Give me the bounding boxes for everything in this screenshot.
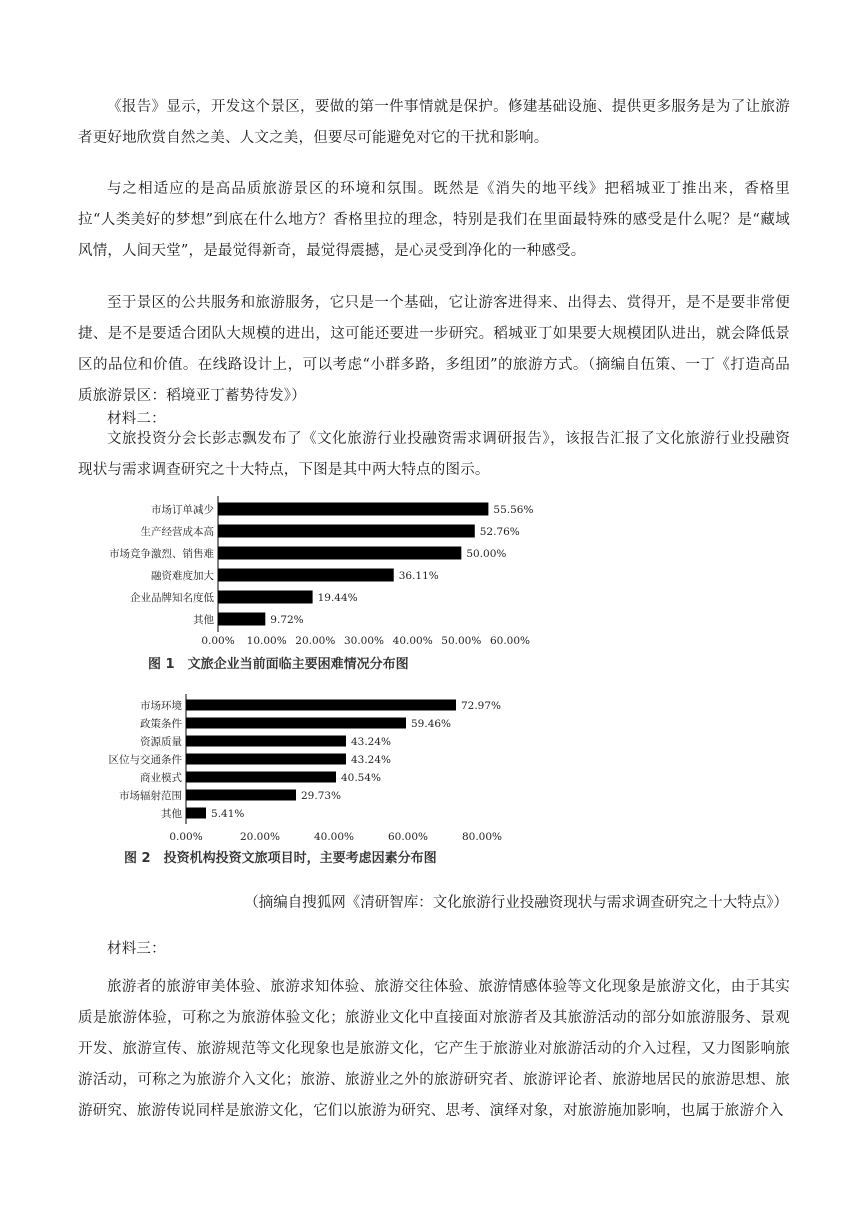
value-label: 43.24%	[350, 754, 392, 766]
material-3-heading: 材料三：	[107, 941, 166, 957]
bar	[218, 591, 313, 604]
category-label: 企业品牌知名度低	[130, 592, 214, 604]
category-label: 市场竞争激烈、销售难	[109, 548, 214, 560]
tick-label: 10.00%	[246, 635, 287, 647]
chart-figure-1	[78, 492, 558, 682]
category-label: 市场订单减少	[151, 504, 214, 516]
bar	[186, 700, 456, 711]
category-label: 资源质量	[140, 736, 182, 748]
category-label: 政策条件	[140, 718, 182, 730]
paragraph-4: 文旅投资分会长彭志飘发布了《文化旅游行业投融资需求调研报告》，该报告汇报了文化旅游行业投融资现状与需求调查研究之十大特点，下图是其中两大特点的图示。	[78, 431, 790, 478]
paragraph-2: 与之相适应的是高品质旅游景区的环境和氛围。既然是《消失的地平线》把稻城亚丁推出来，香格里拉“人类美好的梦想”到底在什么地方？香格里拉的理念，特别是我们在里面最特殊的感受是什么呢？是“藏域风情，人间天堂”，是最觉得新奇，最觉得震撼，是心灵受到净化的一种感受。	[78, 181, 790, 259]
bar	[218, 569, 394, 582]
chart-caption: 图 2 投资机构投资文旅项目时，主要考虑因素分布图	[124, 851, 437, 866]
value-label: 55.56%	[493, 504, 534, 516]
tick-label: 0.00%	[201, 635, 235, 647]
chart-figure-2	[78, 690, 558, 874]
tick-label: 60.00%	[489, 635, 531, 647]
paragraph-5: 旅游者的旅游审美体验、旅游求知体验、旅游交往体验、旅游情感体验等文化现象是旅游文化，由于其实质是旅游体验，可称之为旅游体验文化；旅游业文化中直接面对旅游者及其旅游活动的部分如旅游服务、景观开发、旅游宣传、旅游规范等文化现象也是旅游文化，它产生于旅游业对旅游活动的介入过程，又力图影响旅游活动，可称之为旅游介入文化；旅游、旅游业之外的旅游研究者、旅游评论者、旅游地居民的旅游思想、旅游研究、旅游传说同样是旅游文化，它们以旅游为研究、思考、演绎对象，对旅游施加影响，也属于旅游介入	[78, 979, 790, 1119]
value-label: 40.54%	[340, 772, 382, 784]
bar	[218, 525, 475, 538]
value-label: 43.24%	[350, 736, 392, 748]
category-label: 区位与交通条件	[108, 754, 182, 766]
tick-label: 30.00%	[343, 635, 385, 647]
paragraph-1: 《报告》显示，开发这个景区，要做的第一件事情就是保护。修建基础设施、提供更多服务是为了让旅游者更好地欣赏自然之美、人文之美，但要尽可能避免对它的干扰和影响。	[78, 99, 790, 146]
value-label: 19.44%	[317, 592, 358, 604]
tick-label: 80.00%	[461, 831, 503, 843]
chart-caption: 图 1 文旅企业当前面临主要困难情况分布图	[148, 657, 409, 672]
paragraph-3: 至于景区的公共服务和旅游服务，它只是一个基础，它让游客进得来、出得去、赏得开，是不是要非常便捷、是不是要适合团队大规模的进出，这可能还要进一步研究。稻城亚丁如果要大规模团队进出，就会降低景区的品位和价值。在线路设计上，可以考虑“小群多路，多组团”的旅游方式。（摘编自伍策、一丁《打造高品质旅游景区：稻境亚丁蓄势待发》）	[78, 295, 790, 404]
source-citation: （摘编自搜狐网《清研智库：文化旅游行业投融资现状与需求调查研究之十大特点》）	[244, 895, 788, 911]
bar	[218, 613, 265, 626]
category-label: 生产经营成本高	[140, 526, 214, 538]
value-label: 5.41%	[211, 808, 245, 820]
bar	[186, 772, 336, 783]
value-label: 29.73%	[301, 790, 342, 802]
material-2-heading: 材料二：	[107, 411, 166, 427]
bar	[186, 754, 346, 765]
value-label: 72.97%	[460, 700, 502, 712]
tick-label: 50.00%	[441, 635, 482, 647]
bar	[186, 790, 296, 801]
category-label: 融资难度加大	[151, 570, 214, 582]
category-label: 市场辐射范围	[119, 790, 182, 802]
category-label: 其他	[161, 808, 182, 820]
value-label: 50.00%	[466, 548, 507, 560]
bar	[186, 808, 206, 819]
bar	[186, 718, 406, 729]
value-label: 52.76%	[479, 526, 520, 538]
bar	[218, 547, 461, 560]
tick-label: 20.00%	[239, 831, 281, 843]
value-label: 36.11%	[398, 570, 439, 582]
tick-label: 60.00%	[387, 831, 429, 843]
tick-label: 40.00%	[392, 635, 433, 647]
bar	[186, 736, 346, 747]
value-label: 59.46%	[411, 718, 452, 730]
tick-label: 40.00%	[313, 831, 355, 843]
tick-label: 0.00%	[169, 831, 203, 843]
category-label: 商业模式	[140, 772, 182, 784]
category-label: 市场环境	[140, 700, 182, 712]
category-label: 其他	[193, 614, 214, 626]
bar	[218, 503, 488, 516]
value-label: 9.72%	[270, 614, 304, 626]
tick-label: 20.00%	[295, 635, 336, 647]
